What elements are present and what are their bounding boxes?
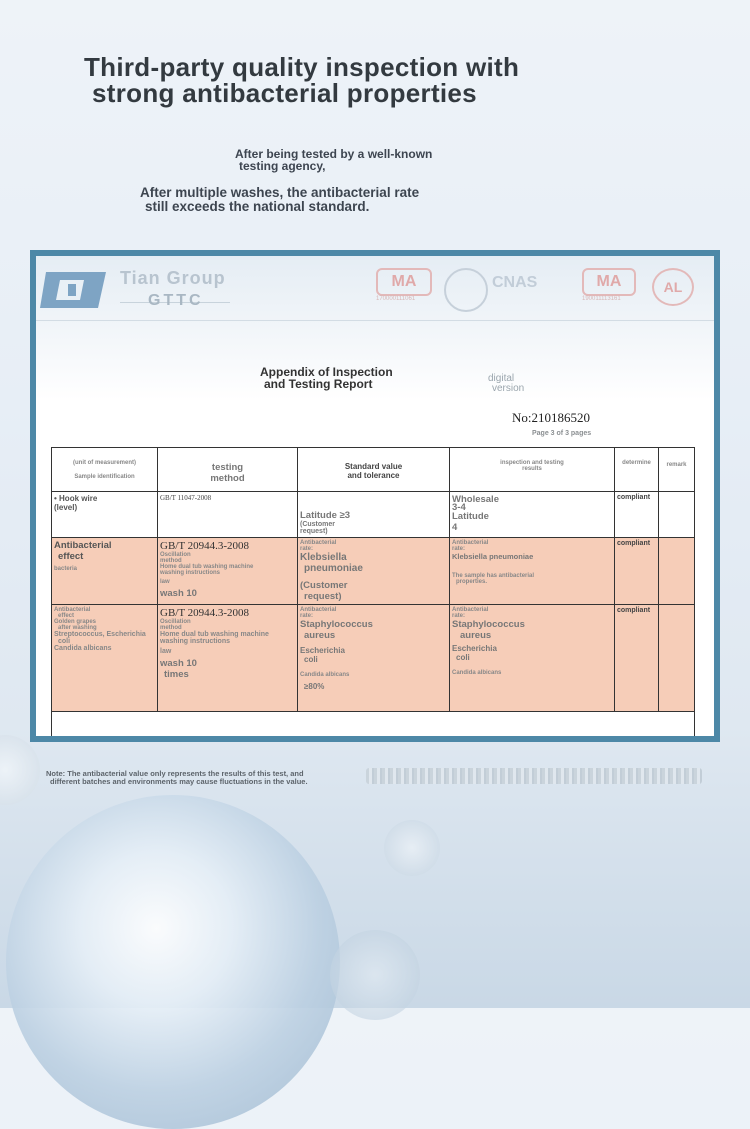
row3-sample-line-7: Candida albicans — [54, 645, 112, 652]
table-row — [52, 538, 695, 605]
row3-sample-line-2: effect — [58, 613, 75, 619]
page-indicator: Page 3 of 3 pages — [532, 430, 592, 437]
row1-standard — [298, 492, 450, 538]
header-sample-line-1: (unit of measurement) — [72, 460, 136, 466]
bubble-decoration — [0, 735, 40, 805]
row3-sample — [52, 605, 158, 712]
header-method-line-2: method — [210, 473, 245, 484]
row2-result-line-1: Antibacterial — [452, 540, 489, 546]
row1-method: GB/T 11047-2008 — [158, 492, 298, 538]
note-texture-decoration — [366, 768, 702, 784]
row3-remark — [659, 605, 695, 712]
row3-result-line-7: Candida albicans — [452, 670, 502, 676]
subtitle-washes — [140, 186, 419, 214]
row3-sample-line-5: Streptococcus, Escherichia — [54, 631, 146, 638]
row1-result — [450, 492, 615, 538]
row2-method-line-6: wash 10 — [160, 588, 197, 599]
cma-badge-2 — [582, 268, 636, 302]
row1-standard-line-3: request) — [300, 528, 328, 535]
subtitle-agency-line-1: After being tested by a well-known — [235, 147, 433, 161]
subtitle-washes-line-1: After multiple washes, the antibacterial rate — [140, 185, 420, 200]
report-title-line-2: and Testing Report — [264, 377, 373, 391]
note-line-1: Note: The antibacterial value only represents the results of this test, and — [46, 769, 304, 778]
report-title — [260, 366, 393, 390]
row2-method-line-1: Oscillation — [160, 552, 191, 558]
row3-sample-line-4: after washing — [58, 625, 97, 631]
row3-method-line-6: wash 10 — [160, 658, 197, 669]
bubble-decoration — [330, 930, 420, 1020]
row3-result-line-3: Staphylococcus — [452, 619, 525, 630]
row2-method-line-5: law — [160, 579, 170, 585]
al-badge — [652, 268, 694, 306]
row1-determine: compliant — [615, 492, 659, 538]
row2-standard — [298, 538, 450, 605]
header-standard-line-1: Standard value — [344, 462, 403, 471]
header-standard-line-2: and tolerance — [347, 471, 400, 480]
org-short-name: GTTC — [148, 292, 204, 309]
row3-determine: compliant — [615, 605, 659, 712]
row2-result-line-2: rate: — [452, 546, 466, 552]
row2-method-line-2: method — [160, 558, 182, 564]
header-determine-text: determine — [622, 460, 651, 466]
header-divider — [36, 320, 714, 321]
row3-standard-line-7: Candida albicans — [300, 672, 350, 678]
row3-standard-line-2: rate: — [300, 613, 314, 619]
cma-badge-2-text: MA — [582, 268, 636, 296]
row2-determine: compliant — [615, 538, 659, 605]
page-title — [84, 54, 519, 106]
row3-sample-line-6: coli — [58, 638, 71, 645]
row1-sample-line-1: Hook wire — [59, 494, 98, 503]
table-header-row — [52, 448, 695, 492]
row1-result-line-1: Wholesale — [452, 494, 499, 505]
digital-version-label — [488, 374, 524, 394]
row2-standard-line-4: pneumoniae — [304, 563, 363, 574]
title-line-1: Third-party quality inspection with — [84, 52, 520, 82]
digital-line-1: digital — [488, 373, 515, 384]
row3-standard-line-8: ≥80% — [304, 682, 325, 691]
row3-result-line-5: Escherichia — [452, 644, 497, 653]
header-sample-line-2: Sample identification — [74, 474, 135, 480]
row2-sample-line-2: effect — [58, 551, 84, 562]
row2-result-line-3: Klebsiella pneumoniae — [452, 552, 534, 561]
gttc-logo-icon — [40, 270, 106, 310]
cnas-badge — [444, 268, 488, 312]
row2-result — [450, 538, 615, 605]
header-method-line-1: testing — [211, 462, 244, 473]
subtitle-washes-line-2: still exceeds the national standard. — [145, 199, 370, 214]
row2-method-line-4: washing instructions — [160, 570, 221, 576]
cma-badge-number: 170000111061 — [376, 296, 416, 302]
row2-method — [158, 538, 298, 605]
row3-method-line-2: method — [160, 625, 182, 631]
header-remark — [659, 448, 695, 492]
row2-standard-line-3: Klebsiella — [300, 552, 347, 563]
row3-standard-line-5: Escherichia — [300, 646, 345, 655]
row1-result-line-4: 4 — [452, 522, 458, 533]
header-standard — [298, 448, 450, 492]
disclaimer-note — [46, 770, 308, 786]
table-row — [52, 605, 695, 712]
row1-remark — [659, 492, 695, 538]
row3-method-line-5: law — [160, 648, 172, 655]
header-method — [158, 448, 298, 492]
row3-sample-line-3: Golden grapes — [54, 619, 97, 625]
row3-standard-line-1: Antibacterial — [300, 607, 337, 613]
row2-standard-line-1: Antibacterial — [300, 540, 337, 546]
row3-method — [158, 605, 298, 712]
note-line-2: different batches and environments may cause fluctuations in the value. — [50, 777, 308, 786]
row2-result-line-4: The sample has antibacterial — [452, 573, 535, 579]
blank-row — [52, 712, 695, 737]
row2-result-line-5: properties. — [456, 579, 488, 585]
al-badge-text: AL — [652, 268, 694, 306]
cnas-badge-text: CNAS — [492, 274, 538, 291]
row3-method-line-1: Oscillation — [160, 619, 191, 625]
row3-standard — [298, 605, 450, 712]
row3-result-line-2: rate: — [452, 613, 466, 619]
header-results-line-1: inspection and testing — [500, 460, 564, 466]
document-number: No:210186520 — [512, 410, 590, 425]
row2-standard-line-5: (Customer — [300, 580, 348, 591]
cma-badge-text: MA — [376, 268, 432, 296]
digital-line-2: version — [492, 383, 525, 394]
table-row — [52, 492, 695, 538]
title-line-2: strong antibacterial properties — [92, 78, 477, 108]
row2-method-line-3: Home dual tub washing machine — [160, 564, 254, 570]
org-name: Tian Group — [120, 268, 226, 288]
row3-sample-line-1: Antibacterial — [54, 607, 91, 613]
row1-result-line-2: 3-4 — [452, 502, 466, 513]
row3-result-line-4: aureus — [460, 630, 492, 641]
header-remark-text: remark — [666, 462, 687, 468]
row1-standard-line-2: (Customer — [300, 521, 336, 528]
subtitle-agency-line-2: testing agency, — [239, 159, 326, 173]
header-results-line-2: results — [522, 466, 542, 472]
row3-method-line-3: Home dual tub washing machine — [160, 631, 269, 638]
row3-result-line-6: coli — [456, 653, 470, 662]
cma-badge — [376, 268, 432, 302]
row3-standard-line-3: Staphylococcus — [300, 619, 373, 630]
header-sample — [52, 448, 158, 492]
row2-standard-line-2: rate: — [300, 546, 314, 552]
row3-result-line-1: Antibacterial — [452, 607, 489, 613]
inspection-results-table — [51, 447, 695, 736]
row2-sample-line-3: bacteria — [54, 566, 78, 572]
row1-sample: • Hook wire (level) — [52, 492, 158, 538]
row2-sample — [52, 538, 158, 605]
table-row — [52, 712, 695, 737]
row3-method-line-4: washing instructions — [160, 638, 231, 645]
row3-method-line-7: times — [164, 669, 189, 680]
row2-method-code: GB/T 20944.3-2008 — [160, 540, 250, 552]
header-determine — [615, 448, 659, 492]
row2-remark — [659, 538, 695, 605]
cma-badge-2-number: 190011113161 — [582, 296, 621, 302]
row1-result-line-3: Latitude — [452, 511, 489, 522]
subtitle-agency — [235, 148, 432, 172]
bubble-decoration — [384, 820, 440, 876]
report-title-line-1: Appendix of Inspection — [260, 365, 393, 379]
row3-standard-line-6: coli — [304, 655, 318, 664]
header-results — [450, 448, 615, 492]
row2-standard-line-6: request) — [304, 591, 342, 602]
row3-result — [450, 605, 615, 712]
row3-method-code: GB/T 20944.3-2008 — [160, 607, 250, 619]
row1-standard-line-1: Latitude ≥3 — [300, 510, 351, 521]
row3-standard-line-4: aureus — [304, 630, 336, 641]
row1-sample-line-2: (level) — [54, 503, 78, 512]
row2-sample-line-1: Antibacterial — [54, 540, 112, 551]
bacteria-sphere-illustration — [6, 795, 340, 1129]
inspection-report-document — [36, 256, 714, 736]
